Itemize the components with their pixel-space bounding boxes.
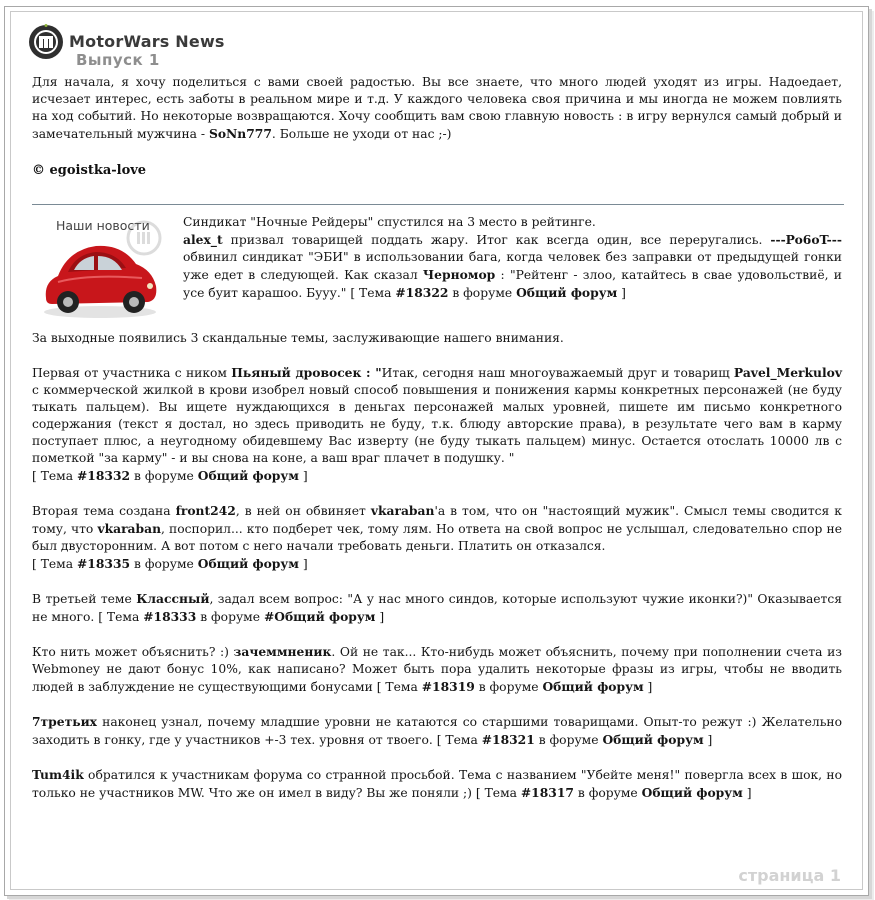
topic-ref: в форуме [196,610,264,624]
user-name: Пьяный дровосек : " [231,365,382,380]
brand-title: MotorWars News [69,32,225,51]
topic-number: #18333 [143,609,197,624]
topic-paragraph-3 [32,590,842,626]
user-name: зачеммненик [233,644,332,659]
topic-ref: ] [298,469,308,483]
topic-ref: [ Тема [32,557,77,571]
topic-ref: ] [703,733,713,747]
paragraph-text: с коммерческой жилкой в крови изобрел новый способ повышения и понижения кармы конкретных персонажей (не буду тыкать пальцем). Вы ищете нуждающихся в деньгах персонажей малых уровней, пишете им письмо конкретного содержания (текст я достал, но здесь приводить не буду, т.к. блюду авторские права), в результате чего вам в карму поступает плюс, а неугодному обидевшему Вас изверту (не буду тыкать пальцем) минус. Остается отослать 10000 лв с пометкой "за карму" - и вы снова на коне, а ваш враг плачет в подушку. " [32,383,842,465]
news-text: призвал товарищей поддать жару. Итог как всегда один, все переругались. [222,233,771,247]
forum-name: Общий форум [516,285,618,300]
intro-paragraph [32,74,842,143]
news-text: : "Рейтенг - злоо, катайтесь в свае удовольствиё, и усе буит карашоо. Бууу." [ Тема [183,268,842,300]
news-user: alex_t [183,232,223,247]
issue-number: Выпуск 1 [76,51,160,69]
paragraph-text: , поспорил... кто подберет чек, тому лям. Но ответа на свой вопрос не услышал, следовательно спор не был двусторонним. А вот потом с него начали требовать деньги. Платить он отказался. [32,522,842,553]
topic-ref: [ Тема [32,469,77,483]
topic-number: #18321 [481,732,535,747]
topic-ref: в форуме [474,680,543,694]
news-line: Синдикат "Ночные Рейдеры" спустился на 3 место в рейтинге. [183,215,596,229]
user-name: Классный [136,591,210,606]
topic-ref: ] [643,680,653,694]
news-text: обвинил синдикат "ЭБИ" в использовании бага, когда человек без заправки от предыдущей гонки уже едет в следующей. Как сказал [183,250,842,282]
paragraph-text: Итак, сегодня наш многоуважаемый друг и товарищ [381,366,734,380]
extra-paragraph-1 [32,643,842,696]
paragraph-text: Вторая тема создана [32,504,176,518]
paragraph-text: , задал всем вопрос: "А у нас много синдов, которые используют чужие иконки?)" Оказывается не много. [ Тема [32,592,843,624]
user-name: vkaraban [370,503,435,518]
extra-paragraph-3 [32,766,842,802]
divider [32,204,844,205]
topic-ref: ] [375,610,385,624]
user-name: front242 [175,503,236,518]
news-block-text [183,214,842,302]
forum-name: Общий форум [542,679,644,694]
paragraph-text: , в ней он обвиняет [235,504,371,518]
topic-number: #18317 [520,785,574,800]
topic-number: #18322 [395,285,449,300]
forum-name: Общий форум [197,556,299,571]
forum-name: Общий форум [197,468,299,483]
topic-number: #18332 [77,468,131,483]
intro-text-end: . Больше не уходи от нас ;-) [271,127,452,141]
topic-ref: в форуме [573,786,642,800]
intro-text: Для начала, я хочу поделиться с вами своей радостью. Вы все знаете, что много людей уходят из игры. Надоедает, исчезает интерес, есть заботы в реальном мире и т.д. У каждого человека своя причина и мы иногда не можем повлиять на ход событий. Но некоторые возвращаются. Хочу сообщить вам свою главную новость : в игру вернулся самый добрый и замечательный мужчина - [32,75,842,141]
paragraph-text: Кто нить может объяснить? :) [32,645,234,659]
topic-number: #18319 [421,679,475,694]
news-user: ---Po6oT--- [770,232,842,247]
paragraph-text: обратился к участникам форума со странной просьбой. Тема с названием "Убейте меня!" повергла всех в шок, но только не участников MW. Что же он имел в виду? Вы же поняли ;) [ Тема [32,768,842,800]
topic-paragraph-1 [32,364,842,485]
paragraph-text: 'а в том, что он "настоящий мужик". Смысл темы сводится к тому, что [32,504,842,536]
topic-ref: ] [742,786,752,800]
signature: © egoistka-love [32,163,147,178]
topic-number: #18335 [77,556,131,571]
intro-user: SoNn777 [208,126,272,141]
user-name: Tum4ik [32,767,84,782]
paragraph-text: наконец узнал, почему младшие уровни не катаются со старшими товарищами. Опыт-то режут :) Желательно заходить в гонку, где у участников +-3 тех. уровня от твоего. [ Тема [32,715,842,747]
motorwars-logo-icon [28,24,64,60]
news-image [38,212,166,324]
topic-ref: в форуме [130,557,198,571]
paragraph-text: Первая от участника с ником [32,366,232,380]
user-name: Pavel_Merkulov [733,365,842,380]
topic-ref: ] [298,557,308,571]
extra-paragraph-2 [32,713,842,749]
news-text: в форуме [448,286,517,300]
article-body [32,330,842,802]
paragraph-text: . Ой не так... Кто-нибудь может объяснить, почему при пополнении счета из Webmoney не дают бонус 10%, как написано? Может быть пора удалить некоторые фразы из игры, чтобы не вводить людей в заблуждение не существующими бонусами [ Тема [32,645,842,694]
topic-ref: в форуме [130,469,198,483]
summary-paragraph: За выходные появились 3 скандальные темы, заслуживающие нашего внимания. [32,331,564,345]
paragraph-text: В третьей теме [32,592,137,606]
forum-name: Общий форум [602,732,704,747]
forum-name: #Общий форум [263,609,376,624]
user-name: 7третьих [32,714,98,729]
news-text: ] [617,286,626,300]
forum-name: Общий форум [641,785,743,800]
topic-paragraph-2 [32,502,842,573]
page-number: страница 1 [738,866,841,885]
news-image-label: Наши новости [56,218,150,233]
topic-ref: в форуме [534,733,603,747]
user-name: vkaraban [97,521,162,536]
news-user: Черномор [422,267,496,282]
